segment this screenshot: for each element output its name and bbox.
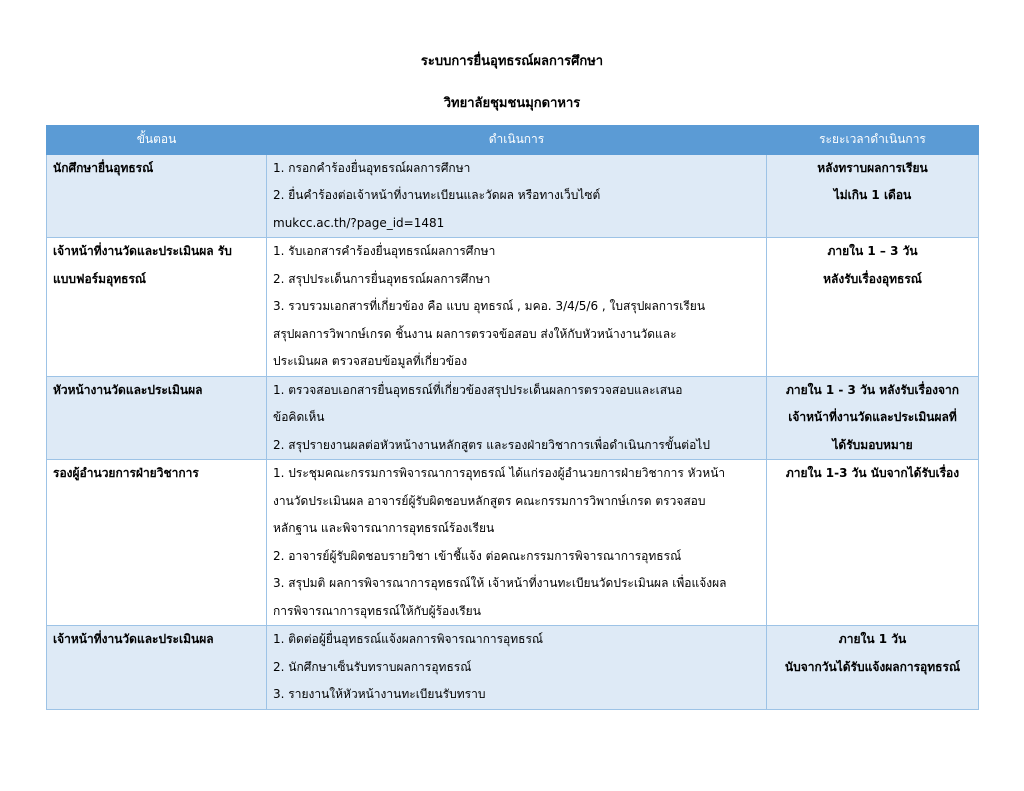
period-cell [767, 376, 979, 460]
document-title: ระบบการยื่นอุทธรณ์ผลการศึกษา [420, 54, 604, 69]
step-cell [47, 626, 267, 710]
action-line: 2. ยื่นคำร้องต่อเจ้าหน้าที่งานทะเบียนและวัดผล หรือทางเว็บไซต์ [273, 188, 601, 202]
period-text: เจ้าหน้าที่งานวัดและประเมินผลที่ [788, 410, 957, 424]
table-row [47, 376, 979, 460]
action-cell [267, 460, 767, 626]
action-line: สรุปผลการวิพากษ์เกรด ชิ้นงาน ผลการตรวจข้อสอบ ส่งให้กับหัวหน้างานวัดและ [273, 326, 677, 341]
period-text: ภายใน 1 – 3 วัน [827, 244, 918, 258]
table-header-row [47, 126, 979, 155]
action-line: หลักฐาน และพิจารณาการอุทธรณ์ร้องเรียน [273, 521, 495, 535]
period-cell [767, 238, 979, 377]
action-line: 2. อาจารย์ผู้รับผิดชอบรายวิชา เข้าชี้แจ้ง ต่อคณะกรรมการพิจารณาการอุทธรณ์ [273, 548, 682, 563]
header-step: ขั้นตอน [47, 126, 267, 155]
action-line: ข้อคิดเห็น [273, 410, 325, 424]
period-text: ภายใน 1 - 3 วัน หลังรับเรื่องจาก [785, 382, 960, 397]
document-subtitle: วิทยาลัยชุมชนมุกดาหาร [443, 96, 581, 111]
table-row [47, 626, 979, 710]
action-line: 1. รับเอกสารคำร้องยื่นอุทธรณ์ผลการศึกษา [273, 244, 496, 258]
appeal-process-table [46, 125, 979, 710]
period-text: ภายใน 1-3 วัน นับจากได้รับเรื่อง [785, 466, 960, 480]
header-period: ระยะเวลาดำเนินการ [767, 126, 979, 155]
period-text: ภายใน 1 วัน [838, 632, 907, 646]
action-cell [267, 626, 767, 710]
table-row [47, 238, 979, 377]
action-line: 3. สรุปมติ ผลการพิจารณาการอุทธรณ์ให้ เจ้าหน้าที่งานทะเบียนวัดประเมินผล เพื่อแจ้งผล [273, 576, 727, 590]
action-line: การพิจารณาการอุทธรณ์ให้กับผู้ร้องเรียน [273, 603, 481, 618]
action-line: 1. ตรวจสอบเอกสารยื่นอุทธรณ์ที่เกี่ยวข้องสรุปประเด็นผลการตรวจสอบและเสนอ [273, 382, 683, 397]
step-cell [47, 460, 267, 626]
action-line: 3. รายงานให้หัวหน้างานทะเบียนรับทราบ [273, 687, 486, 701]
action-line: งานวัดประเมินผล อาจารย์ผู้รับผิดชอบหลักสูตร คณะกรรมการวิพากษ์เกรด ตรวจสอบ [273, 493, 706, 508]
period-text: หลังทราบผลการเรียน [817, 160, 928, 175]
action-line: 1. ประชุมคณะกรรมการพิจารณาการอุทธรณ์ ได้แก่รองผู้อำนวยการฝ่ายวิชาการ หัวหน้า [273, 466, 726, 480]
step-text: เจ้าหน้าที่งานวัดและประเมินผล รับ [53, 244, 232, 258]
table-row [47, 154, 979, 238]
action-line: 3. รวบรวมเอกสารที่เกี่ยวข้อง คือ แบบ อุทธรณ์ , มคอ. 3/4/5/6 , ใบสรุปผลการเรียน [273, 299, 706, 313]
action-line: mukcc.ac.th/?page_id=1481 [273, 215, 445, 230]
action-cell [267, 154, 767, 238]
period-text: ได้รับมอบหมาย [832, 437, 913, 452]
action-line: 2. สรุปรายงานผลต่อหัวหน้างานหลักสูตร และรองฝ่ายวิชาการเพื่อดำเนินการขั้นต่อไป [273, 437, 710, 452]
period-text: นับจากวันได้รับแจ้งผลการอุทธรณ์ [784, 659, 961, 674]
step-text: แบบฟอร์มอุทธรณ์ [53, 271, 147, 286]
action-line: 2. นักศึกษาเซ็นรับทราบผลการอุทธรณ์ [273, 659, 472, 674]
period-text: หลังรับเรื่องอุทธรณ์ [823, 271, 922, 286]
period-cell [767, 154, 979, 238]
step-cell [47, 376, 267, 460]
period-cell [767, 626, 979, 710]
step-text: หัวหน้างานวัดและประเมินผล [53, 382, 203, 397]
step-text: นักศึกษายื่นอุทธรณ์ [53, 160, 154, 175]
action-line: 1. กรอกคำร้องยื่นอุทธรณ์ผลการศึกษา [273, 160, 471, 175]
step-cell [47, 238, 267, 377]
action-cell [267, 376, 767, 460]
table-row [47, 460, 979, 626]
action-cell [267, 238, 767, 377]
action-line: 1. ติดต่อผู้ยื่นอุทธรณ์แจ้งผลการพิจารณาการอุทธรณ์ [273, 632, 544, 646]
step-text: เจ้าหน้าที่งานวัดและประเมินผล [53, 632, 214, 646]
step-cell [47, 154, 267, 238]
period-text: ไม่เกิน 1 เดือน [833, 188, 912, 202]
action-line: 2. สรุปประเด็นการยื่นอุทธรณ์ผลการศึกษา [273, 271, 491, 286]
action-line: ประเมินผล ตรวจสอบข้อมูลที่เกี่ยวข้อง [273, 354, 468, 368]
step-text: รองผู้อำนวยการฝ่ายวิชาการ [53, 466, 199, 480]
period-cell [767, 460, 979, 626]
header-action: ดำเนินการ [267, 126, 767, 155]
